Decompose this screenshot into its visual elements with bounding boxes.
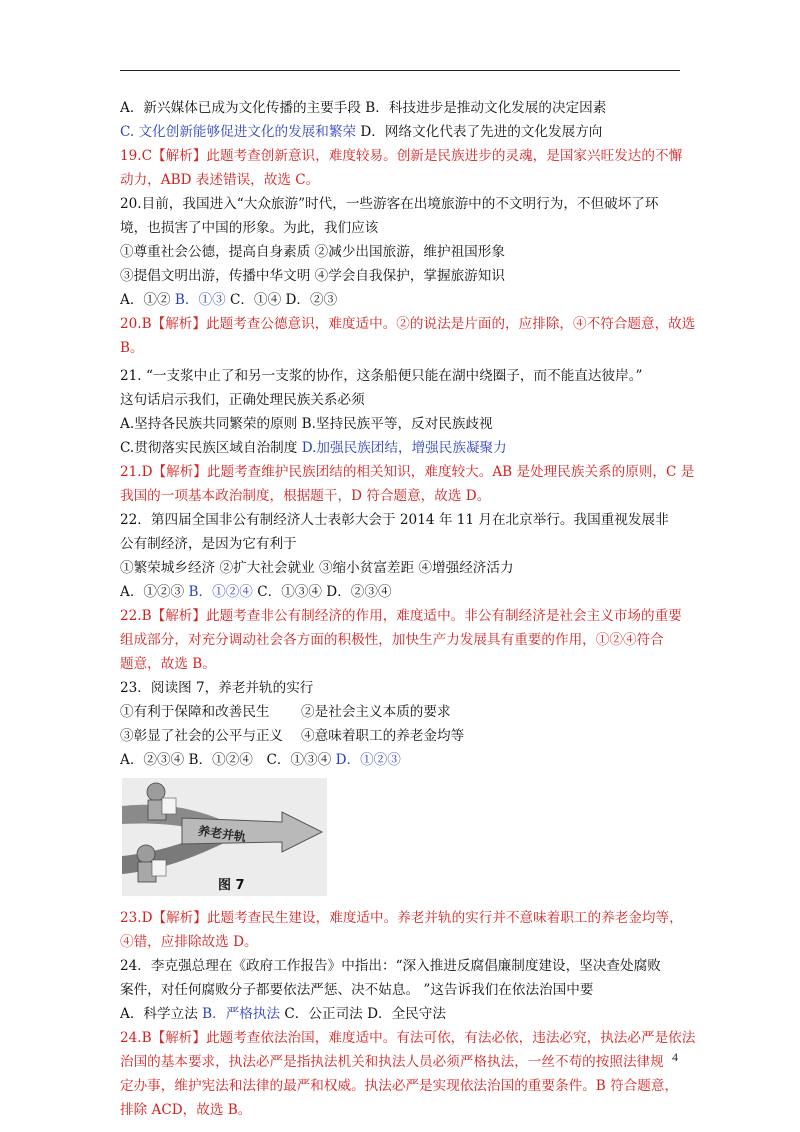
q20-correct-choice: B．①③: [174, 292, 226, 308]
q22-choice-a: A．①②③: [120, 584, 189, 600]
page-number: 4: [672, 1050, 678, 1064]
q23-options-line1: ①有利于保障和改善民生 ②是社会主义本质的要求: [120, 704, 451, 720]
answer-20-line2: B。: [120, 340, 144, 356]
q20-choices: [120, 288, 680, 312]
q24-correct-choice: B．严格执法: [202, 1006, 281, 1022]
q18-options-line2: [120, 120, 680, 144]
page-content: [120, 96, 696, 1122]
q21-correct-option: D.加强民族团结，增强民族凝聚力: [301, 440, 507, 456]
q22-correct-choice: B．①②④: [188, 584, 253, 600]
q20-choices-rest: C．①④ D．②③: [225, 292, 338, 308]
answer-20-line1: 20.B【解析】此题考查公德意识，难度适中。②的说法是片面的，应排除，④不符合题意，故选: [120, 316, 696, 332]
answer-23-line2: ④错，应排除故选 D。: [120, 934, 258, 950]
q21-options-line1: A.坚持各民族共同繁荣的原则 B.坚持民族平等，反对民族歧视: [120, 416, 493, 432]
q20-choice-a: A．①②: [120, 292, 175, 308]
q18-correct-option: C. 文化创新能够促进文化的发展和繁荣: [120, 124, 357, 140]
q24-choice-a: A．科学立法: [120, 1006, 203, 1022]
figure-7-image: [122, 778, 327, 896]
q22-choices-rest: C．①③④ D．②③④: [252, 584, 392, 600]
q21-stem-line1: 21. “一支浆中止了和另一支浆的协作，这条船便只能在湖中绕圈子，而不能直达彼岸。”: [120, 368, 643, 384]
answer-19-line2: 动力，ABD 表述错误，故选 C。: [120, 172, 320, 188]
q22-choices: [120, 580, 680, 604]
q22-options: ①繁荣城乡经济 ②扩大社会就业 ③缩小贫富差距 ④增强经济活力: [120, 560, 514, 576]
q24-choices-rest: C．公正司法 D．全民守法: [280, 1006, 446, 1022]
q23-choices: [120, 748, 680, 772]
answer-24-line4: 排除 ACD，故选 B。: [120, 1102, 252, 1118]
answer-24-line2: 治国的基本要求，执法必严是指执法机关和执法人员必须严格执法，一丝不苟的按照法律规: [120, 1054, 664, 1070]
q21-option-c: C.贯彻落实民族区域自治制度: [120, 440, 302, 456]
answer-24-line3: 定办事，维护宪法和法律的最严和权威。执法必严是实现依法治国的重要条件。B 符合题意，: [120, 1078, 679, 1094]
q21-options-line2: [120, 436, 680, 460]
q22-stem-line1: 22．第四届全国非公有制经济人士表彰大会于 2014 年 11 月在北京举行。我国重视发展非: [120, 512, 669, 528]
q18-options-line1: A．新兴媒体已成为文化传播的主要手段 B．科技进步是推动文化发展的决定因素: [120, 100, 607, 116]
answer-23-line1: 23.D【解析】此题考查民生建设，难度适中。养老并轨的实行并不意味着职工的养老金均等，: [120, 910, 683, 926]
q24-choices: [120, 1002, 680, 1026]
q23-options-line2: ③彰显了社会的公平与正义 ④意味着职工的养老金均等: [120, 728, 465, 744]
q18-option-d: D．网络文化代表了先进的文化发展方向: [356, 124, 603, 140]
figure-label: 图 7: [218, 878, 245, 893]
q24-stem-line2: 案件，对任何腐败分子都要依法严惩、决不姑息。 ”这告诉我们在依法治国中要: [120, 982, 594, 998]
q23-stem: 23．阅读图 7，养老并轨的实行: [120, 680, 314, 696]
q20-options-line2: ③提倡文明出游，传播中华文明 ④学会自我保护，掌握旅游知识: [120, 268, 505, 284]
q20-stem-line2: 境，也损害了中国的形象。为此，我们应该: [120, 220, 379, 236]
q21-stem-line2: 这句话启示我们，正确处理民族关系必须: [120, 392, 365, 408]
answer-24-line1: 24.B【解析】此题考查依法治国，难度适中。有法可依，有法必依，违法必究，执法必严是依法: [120, 1030, 696, 1046]
q23-correct-choice: D．①②③: [335, 752, 401, 768]
answer-22-line3: 题意，故选 B。: [120, 656, 216, 672]
q23-choices-rest: A．②③④ B．①②④ C．①③④: [120, 752, 336, 768]
header-rule: [120, 70, 680, 71]
q20-stem-line1: 20.目前，我国进入“大众旅游”时代，一些游客在出境旅游中的不文明行为，不但破坏了环: [120, 196, 659, 212]
answer-21-line1: 21.D【解析】此题考查维护民族团结的相关知识，难度较大。AB 是处理民族关系的原则，C 是: [120, 464, 695, 480]
answer-21-line2: 我国的一项基本政治制度，根据题干，D 符合题意，故选 D。: [120, 488, 491, 504]
answer-22-line1: 22.B【解析】此题考查非公有制经济的作用，难度适中。非公有制经济是社会主义市场的重要: [120, 608, 682, 624]
figure-arrow-text: 养老并轨: [197, 823, 247, 845]
q22-stem-line2: 公有制经济，是因为它有利于: [120, 536, 297, 552]
q20-options-line1: ①尊重社会公德，提高自身素质 ②减少出国旅游，维护祖国形象: [120, 244, 505, 260]
answer-22-line2: 组成部分，对充分调动社会各方面的积极性，加快生产力发展具有重要的作用，①②④符合: [120, 632, 664, 648]
answer-19-line1: 19.C【解析】此题考查创新意识，难度较易。创新是民族进步的灵魂，是国家兴旺发达的不懈: [120, 148, 683, 164]
q24-stem-line1: 24．李克强总理在《政府工作报告》中指出：“深入推进反腐倡廉制度建设，坚决查处腐败: [120, 958, 661, 974]
